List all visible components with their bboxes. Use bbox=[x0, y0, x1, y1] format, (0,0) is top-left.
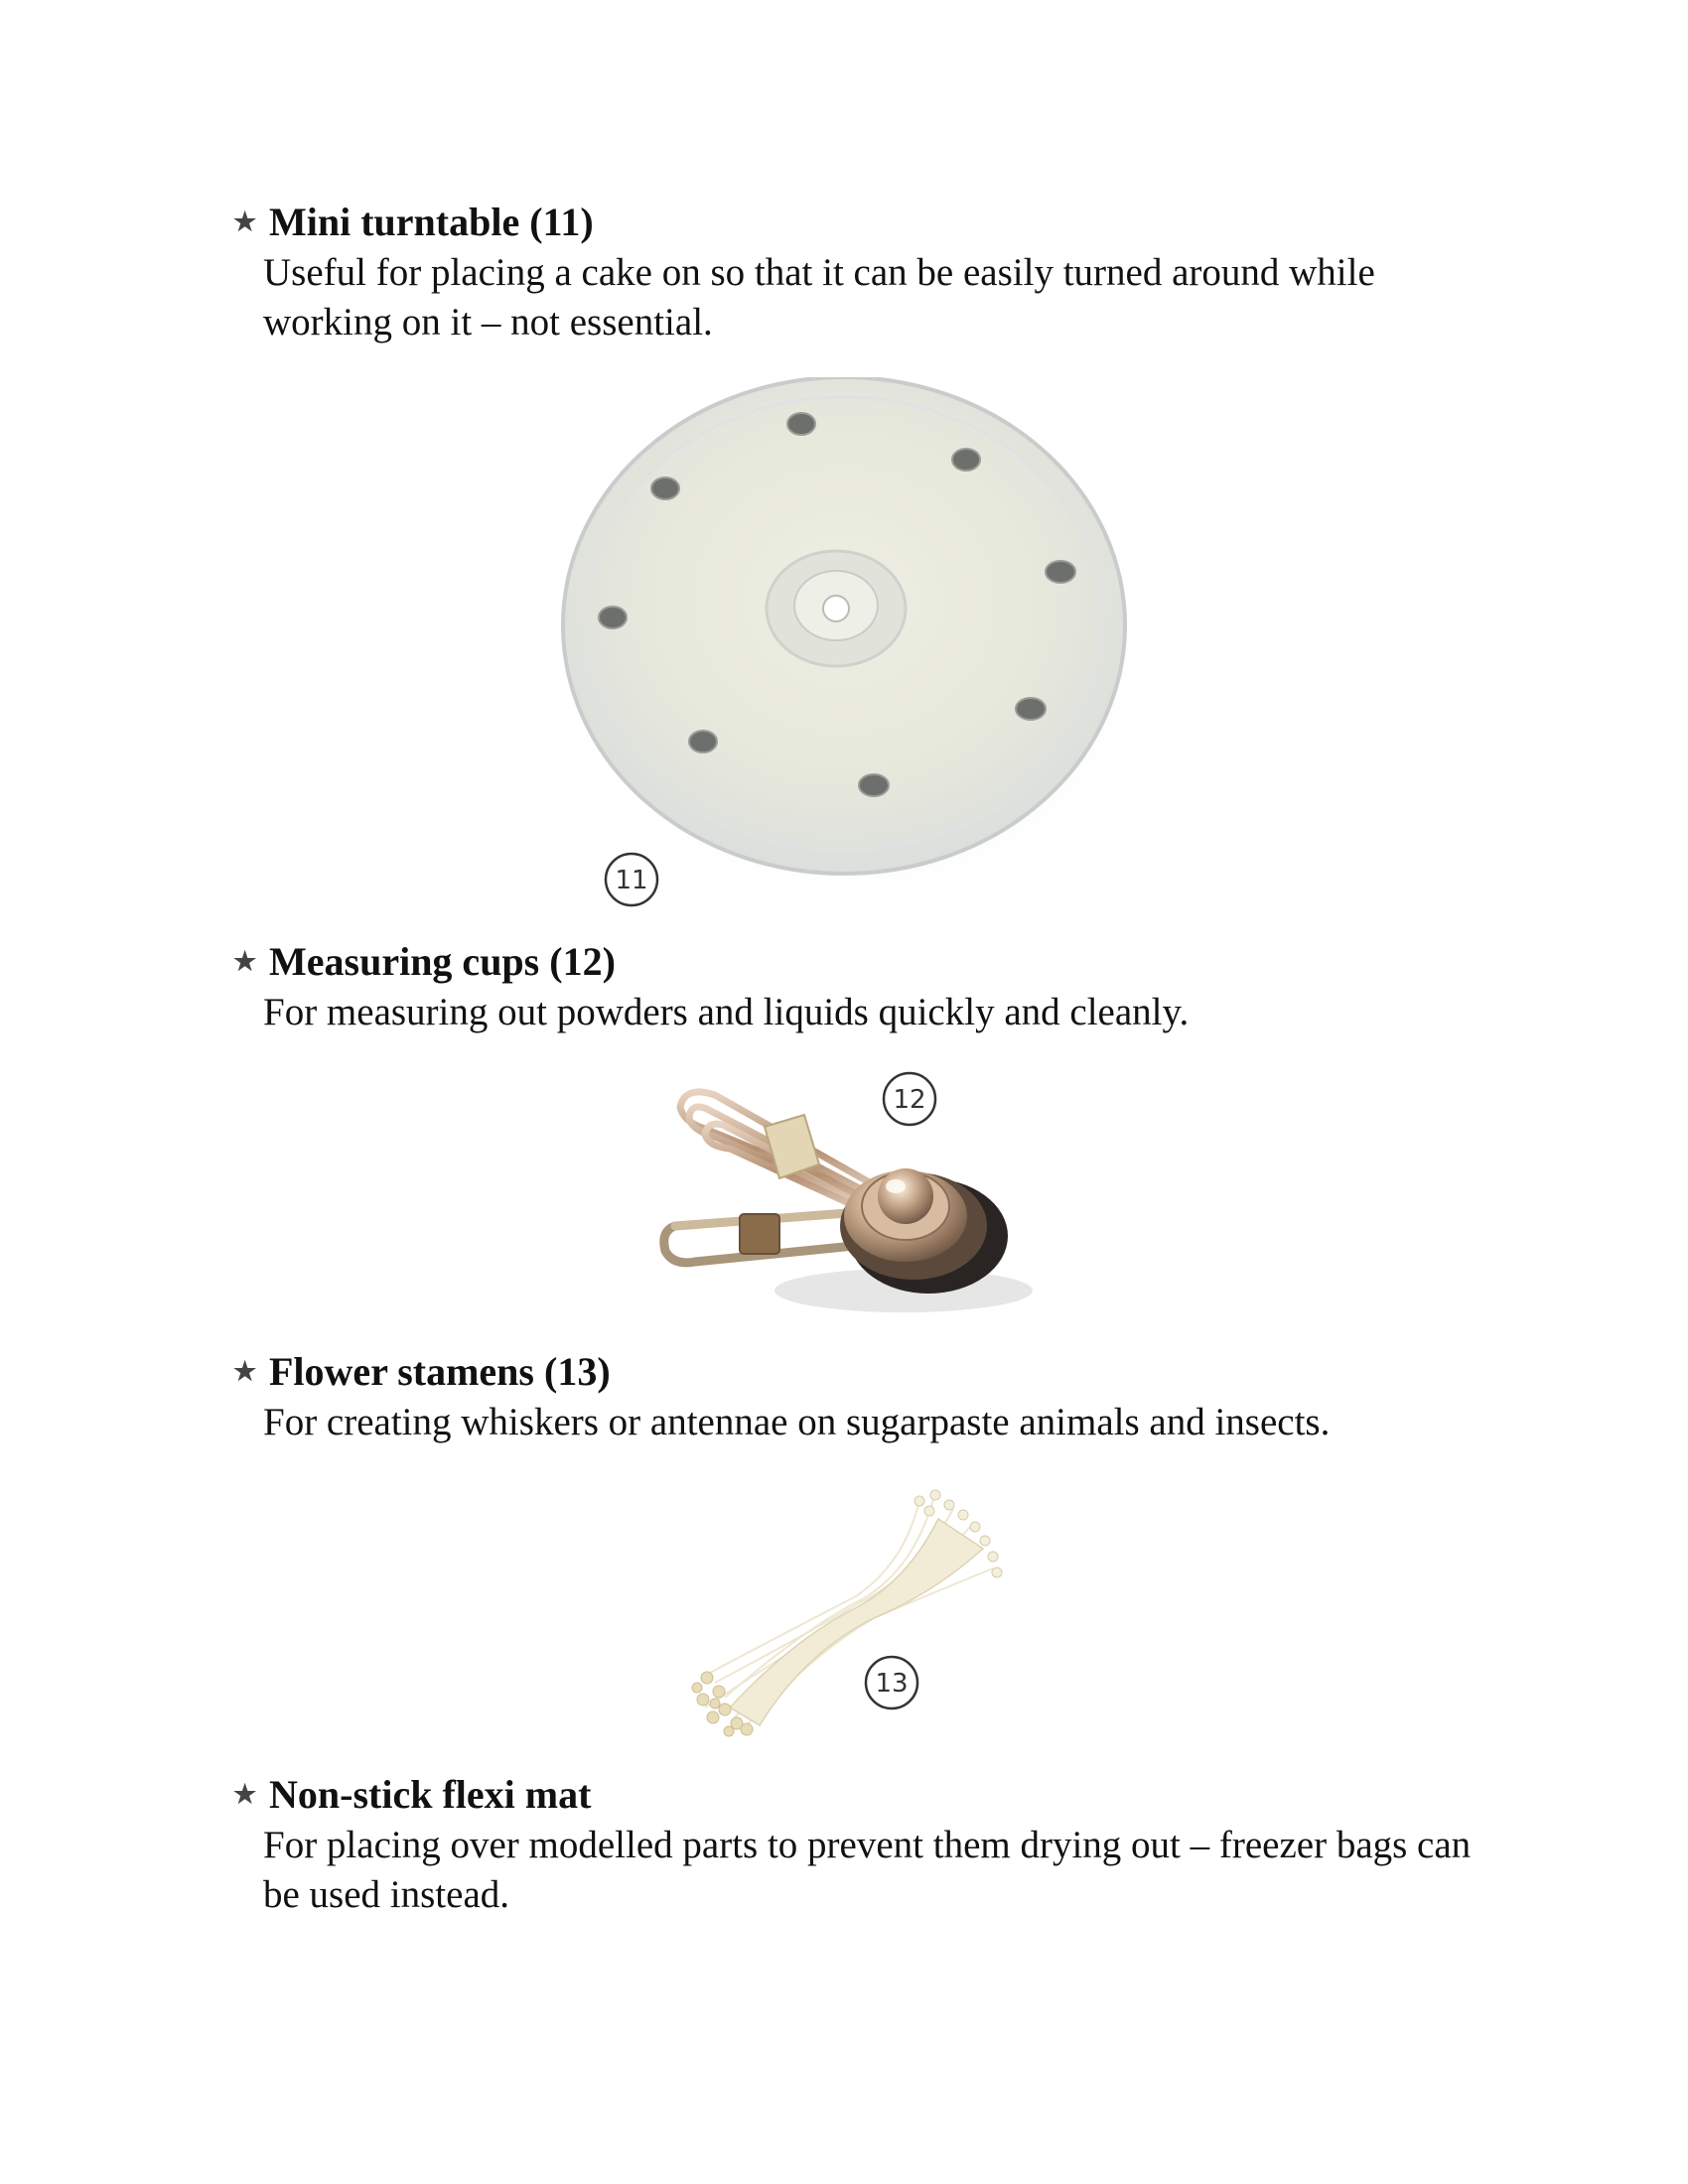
item-badge: 13 bbox=[875, 1669, 909, 1699]
item-description: For placing over modelled parts to prevent them drying out – freezer bags can be used instead. bbox=[263, 1824, 1472, 1916]
item-heading bbox=[233, 1771, 591, 1819]
item-title: Measuring cups (12) bbox=[269, 939, 616, 984]
item-title: Non-stick flexi mat bbox=[269, 1772, 592, 1817]
item-title: Mini turntable (11) bbox=[269, 200, 594, 244]
item-description: For creating whiskers or antennae on sugarpaste animals and insects. bbox=[263, 1401, 1331, 1443]
star-icon: ★ bbox=[233, 1357, 257, 1386]
flower-stamens-illustration bbox=[685, 1479, 1013, 1737]
turntable-illustration bbox=[556, 377, 1152, 913]
item-description: For measuring out powders and liquids quickly and cleanly. bbox=[263, 991, 1190, 1033]
item-badge: 11 bbox=[615, 866, 648, 895]
measuring-cups-illustration bbox=[645, 1067, 1043, 1325]
item-heading bbox=[233, 938, 616, 986]
item-title: Flower stamens (13) bbox=[269, 1349, 611, 1394]
item-heading bbox=[233, 199, 594, 246]
item-badge: 12 bbox=[893, 1085, 926, 1115]
item-heading bbox=[233, 1348, 611, 1396]
star-icon: ★ bbox=[233, 207, 257, 236]
star-icon: ★ bbox=[233, 1780, 257, 1809]
star-icon: ★ bbox=[233, 947, 257, 976]
item-description: Useful for placing a cake on so that it can be easily turned around while working on it – not essential. bbox=[263, 251, 1375, 343]
